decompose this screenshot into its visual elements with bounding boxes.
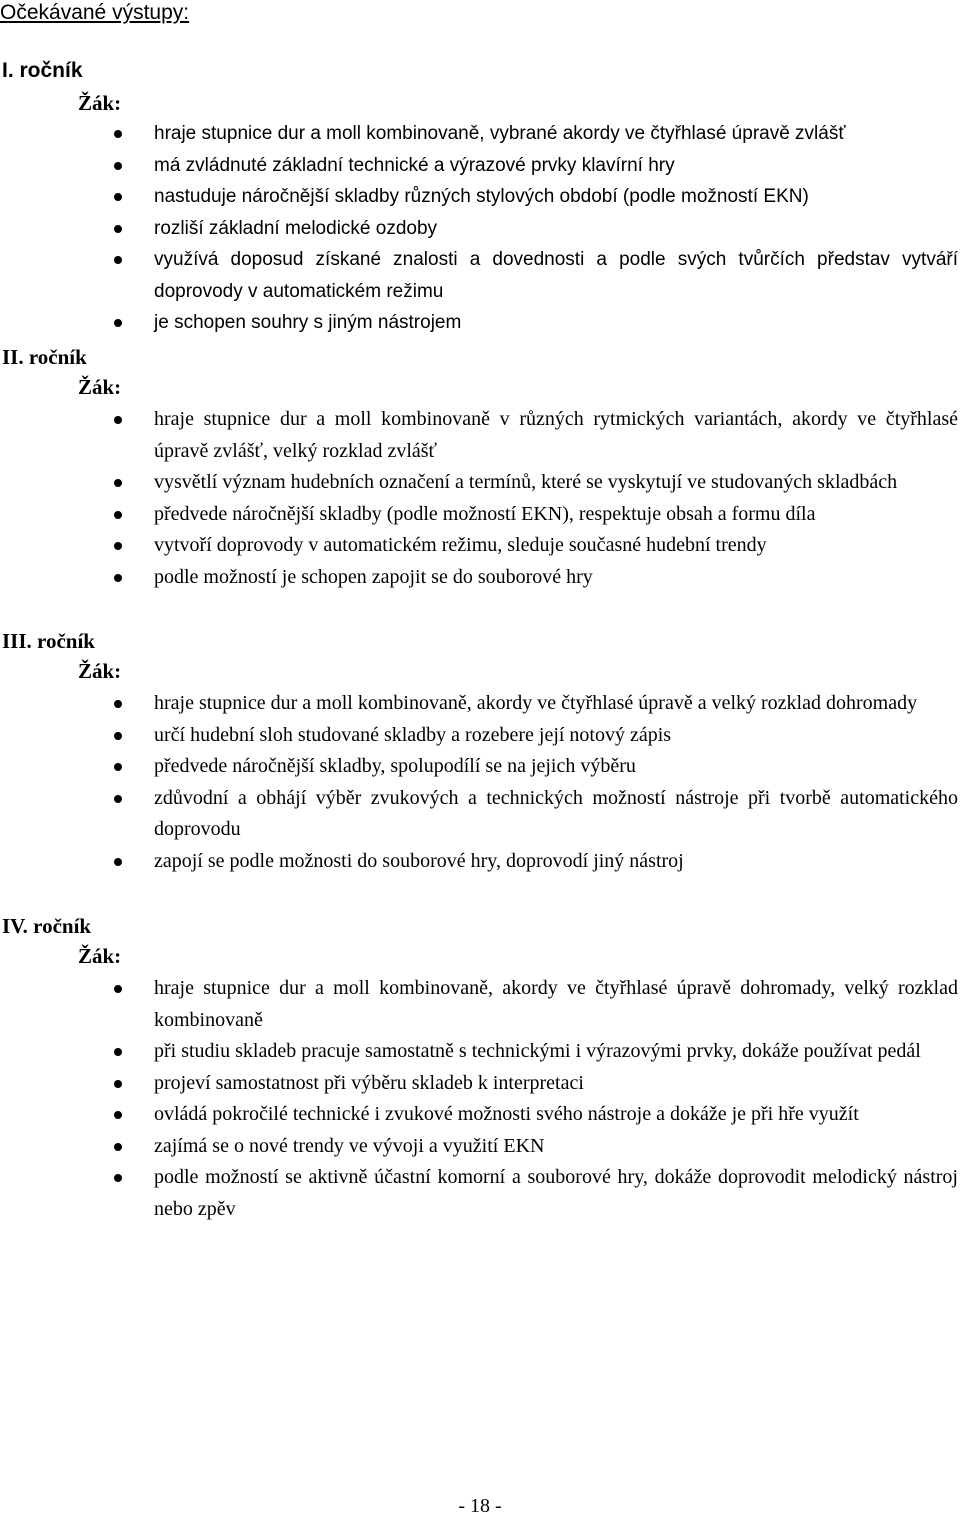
bullet-icon <box>114 416 122 424</box>
list-item: vytvoří doprovody v automatickém režimu, sleduje současné hudební trendy <box>0 530 960 562</box>
section-heading: Očekávané výstupy: <box>0 1 190 24</box>
bullet-icon <box>114 1111 122 1119</box>
bullet-icon <box>114 763 122 771</box>
year-title: III. ročník <box>2 629 95 653</box>
year-title: I. ročník <box>2 59 83 82</box>
year-title: IV. ročník <box>2 914 92 938</box>
list-item: hraje stupnice dur a moll kombinovaně v různých rytmických variantách, akordy ve čtyřhlasé úpravě zvlášť, velký rozklad zvlášť <box>0 404 960 467</box>
list-item: zajímá se o nové trendy ve vývoji a využití EKN <box>0 1131 960 1163</box>
bullet-icon <box>114 511 122 519</box>
bullet-icon <box>114 162 122 170</box>
outcome-list <box>0 973 960 1225</box>
bullet-icon <box>114 542 122 550</box>
list-item: nastuduje náročnější skladby různých stylových období (podle možností EKN) <box>0 181 960 213</box>
bullet-icon <box>114 858 122 866</box>
bullet-icon <box>114 795 122 803</box>
list-item: rozliší základní melodické ozdoby <box>0 213 960 245</box>
list-item: ovládá pokročilé technické i zvukové možnosti svého nástroje a dokáže je při hře využít <box>0 1099 960 1131</box>
list-item: zdůvodní a obhájí výběr zvukových a technických možností nástroje při tvorbě automatického doprovodu <box>0 783 960 846</box>
list-item: má zvládnuté základní technické a výrazové prvky klavírní hry <box>0 150 960 182</box>
pupil-label: Žák: <box>78 91 122 115</box>
bullet-icon <box>114 225 122 233</box>
list-item: vysvětlí význam hudebních označení a termínů, které se vyskytují ve studovaných skladbách <box>0 467 960 499</box>
list-item: při studiu skladeb pracuje samostatně s technickými i výrazovými prvky, dokáže používat pedál <box>0 1036 960 1068</box>
list-item: podle možností je schopen zapojit se do souborové hry <box>0 562 960 594</box>
bullet-icon <box>114 1048 122 1056</box>
bullet-icon <box>114 319 122 327</box>
bullet-icon <box>114 985 122 993</box>
outcome-list <box>0 688 960 877</box>
list-item: zapojí se podle možnosti do souborové hry, doprovodí jiný nástroj <box>0 846 960 878</box>
list-item: podle možností se aktivně účastní komorní a souborové hry, dokáže doprovodit melodický nástroj nebo zpěv <box>0 1162 960 1225</box>
bullet-icon <box>114 1143 122 1151</box>
bullet-icon <box>114 256 122 264</box>
list-item: hraje stupnice dur a moll kombinovaně, akordy ve čtyřhlasé úpravě dohromady, velký rozklad kombinovaně <box>0 973 960 1036</box>
list-item: hraje stupnice dur a moll kombinovaně, akordy ve čtyřhlasé úpravě a velký rozklad dohromady <box>0 688 960 720</box>
list-item: využívá doposud získané znalosti a dovednosti a podle svých tvůrčích představ vytváří doprovody v automatickém režimu <box>0 244 960 307</box>
bullet-icon <box>114 130 122 138</box>
outcome-list <box>0 404 960 593</box>
bullet-icon <box>114 479 122 487</box>
bullet-icon <box>114 732 122 740</box>
list-item: předvede náročnější skladby (podle možností EKN), respektuje obsah a formu díla <box>0 499 960 531</box>
bullet-icon <box>114 1174 122 1182</box>
pupil-label: Žák: <box>78 944 122 968</box>
bullet-icon <box>114 1080 122 1088</box>
list-item: hraje stupnice dur a moll kombinovaně, vybrané akordy ve čtyřhlasé úpravě zvlášť <box>0 118 960 150</box>
outcome-list <box>0 118 960 339</box>
bullet-icon <box>114 574 122 582</box>
page-number: - 18 - <box>458 1495 502 1517</box>
bullet-icon <box>114 193 122 201</box>
list-item: projeví samostatnost při výběru skladeb k interpretaci <box>0 1068 960 1100</box>
pupil-label: Žák: <box>78 375 122 399</box>
bullet-icon <box>114 700 122 708</box>
pupil-label: Žák: <box>78 659 122 683</box>
list-item: předvede náročnější skladby, spolupodílí se na jejich výběru <box>0 751 960 783</box>
year-title: II. ročník <box>2 345 87 369</box>
list-item: je schopen souhry s jiným nástrojem <box>0 307 960 339</box>
list-item: určí hudební sloh studované skladby a rozebere její notový zápis <box>0 720 960 752</box>
